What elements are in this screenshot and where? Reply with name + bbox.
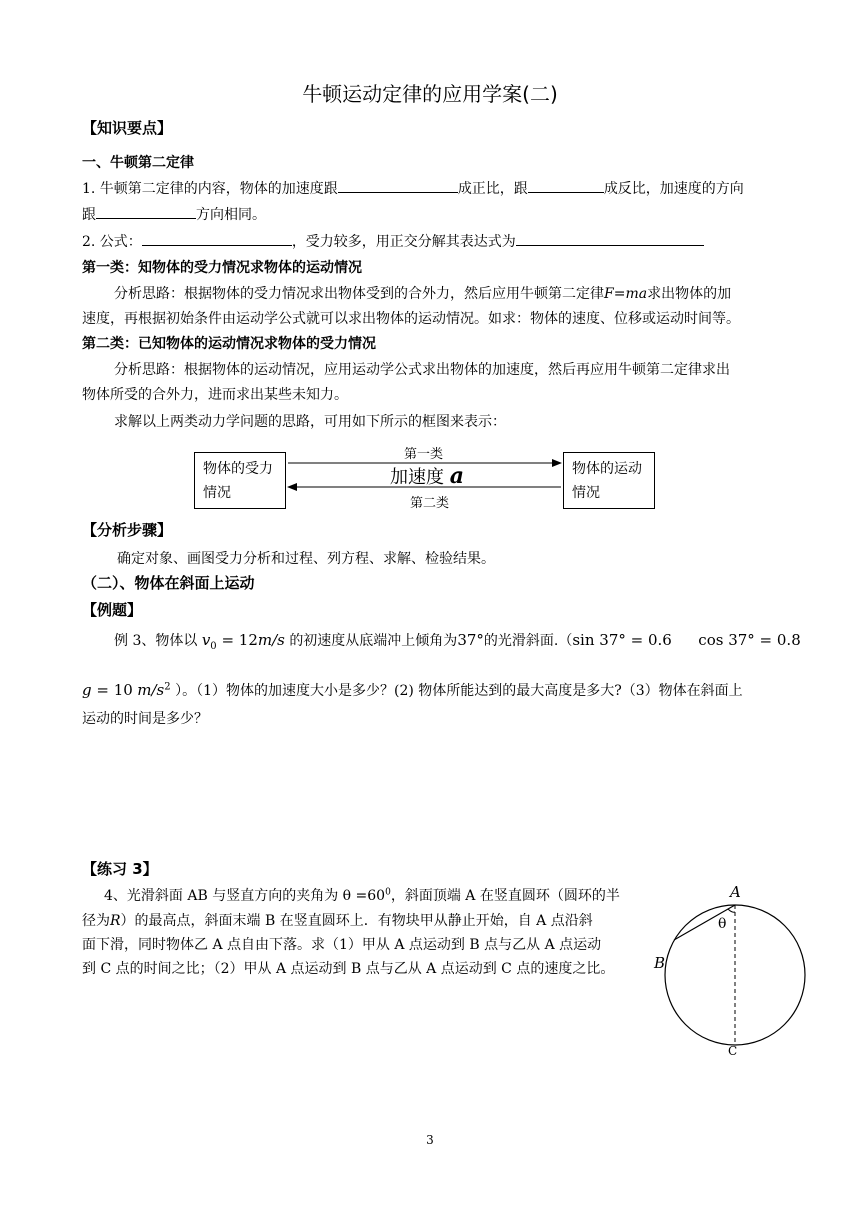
acceleration-symbol: a: [449, 463, 464, 489]
circle-incline-figure: [650, 880, 820, 1060]
type1-paragraph-line-2: 速度，再根据初始条件由运动学公式就可以求出物体的运动情况。如求：物体的速度、位移或运动时间等。: [82, 311, 740, 327]
analysis-steps-text: 确定对象、画图受力分析和过程、列方程、求解、检验结果。: [117, 551, 495, 567]
type1-paragraph-line-1: [114, 283, 731, 303]
label-a: A: [730, 883, 741, 901]
force-condition-box: 物体的受力情况: [194, 452, 286, 509]
q1-text-b: 成正比，跟: [457, 181, 528, 197]
question-2-line: [82, 231, 704, 251]
practice-4-line-2: [82, 910, 593, 930]
acceleration-text: 加速度: [390, 467, 444, 488]
pr4-text-c: 径为: [82, 913, 110, 929]
ex3-g-eq: = 10: [91, 681, 133, 699]
example-3-line-2: [82, 680, 743, 700]
pr4-text-b: ，斜面顶端 A 在竖直圆环（圆环的半: [390, 888, 620, 904]
backward-label: 第二类: [410, 496, 450, 511]
type1-text-b: 求出物体的加: [647, 286, 732, 302]
practice-4-line-3: 面下滑，同时物体乙 A 点自由下落。求（1）甲从 A 点运动到 B 点与乙从 A 点运动: [82, 937, 602, 953]
ex3-sin: sin 37° = 0.6: [572, 631, 672, 649]
incline-heading: （二）、物体在斜面上运动: [82, 574, 255, 592]
ex3-cos: cos 37° = 0.8: [698, 631, 801, 649]
q1-blank-3[interactable]: [96, 204, 196, 219]
ex3-g: g: [82, 681, 92, 699]
q1-text-a: 1. 牛顿第二定律的内容，物体的加速度跟: [82, 181, 338, 197]
motion-condition-box: 物体的运动情况: [563, 452, 655, 509]
page-title: 牛顿运动定律的应用学案(二): [302, 82, 558, 106]
q1-blank-1[interactable]: [338, 178, 458, 193]
q2-text-b: ，受力较多，用正交分解其表达式为: [291, 234, 516, 250]
page-number: 3: [426, 1133, 434, 1147]
ex3-text-b: 的初速度从底端冲上倾角为: [289, 633, 458, 649]
practice-4-line-1: [104, 885, 620, 905]
ex3-g-sup: 2: [164, 681, 171, 693]
example-3-line-1: [114, 630, 801, 652]
type1-text-a: 分析思路：根据物体的受力情况求出物体受到的合外力，然后应用牛顿第二定律: [114, 286, 604, 302]
example-heading: 【例题】: [82, 601, 143, 619]
ex3-v0: v: [201, 631, 211, 649]
ex3-v0-sub: 0: [210, 640, 217, 652]
label-c: C: [728, 1044, 738, 1058]
pr4-degree-sup: 0: [385, 887, 391, 898]
newton-second-law-heading: 一、牛顿第二定律: [82, 155, 194, 171]
forward-label: 第一类: [404, 447, 444, 462]
practice-heading: 【练习 3】: [82, 860, 158, 878]
ex3-v0-eq: = 12: [216, 631, 258, 649]
pr4-radius: R: [110, 913, 121, 929]
q1-text-c: 成反比，加速度的方向: [603, 181, 744, 197]
pr4-text-d: ）的最高点，斜面末端 B 在竖直圆环上．有物块甲从静止开始，自 A 点沿斜: [120, 913, 593, 929]
q2-text-a: 2. 公式：: [82, 234, 142, 250]
ex3-angle: 37°: [457, 631, 484, 649]
label-theta: θ: [718, 916, 727, 932]
type1-formula: F=ma: [604, 286, 648, 302]
example-3-line-3: 运动的时间是多少？: [82, 711, 208, 727]
practice-4-line-4: 到 C 点的时间之比；（2）甲从 A 点运动到 B 点与乙从 A 点运动到 C 点的速度之比。: [82, 961, 615, 977]
q1-text-e: 方向相同。: [196, 207, 266, 223]
pr4-text-a: 4、光滑斜面 AB 与竖直方向的夹角为 θ =60: [104, 888, 386, 904]
ex3-text-d: ）。（1）物体的加速度大小是多少？(2) 物体所能达到的最大高度是多大?（3）物体在斜面上: [175, 683, 743, 699]
ex3-text-c: 的光滑斜面.（: [483, 633, 573, 649]
type2-heading: 第二类：已知物体的运动情况求物体的受力情况: [82, 336, 376, 352]
analysis-steps-heading: 【分析步骤】: [82, 521, 173, 539]
question-1-line-1: [82, 178, 744, 198]
knowledge-heading: 【知识要点】: [82, 119, 173, 137]
ex3-v0-unit: m/s: [257, 631, 285, 649]
q2-blank-1[interactable]: [142, 231, 292, 246]
q1-text-d: 跟: [82, 207, 96, 223]
type2-paragraph-line-1: 分析思路：根据物体的运动情况，应用运动学公式求出物体的加速度，然后再应用牛顿第二定律求出: [114, 362, 730, 378]
ex3-text-a: 例 3、物体以: [114, 633, 198, 649]
q2-blank-2[interactable]: [516, 231, 704, 246]
summary-text: 求解以上两类动力学问题的思路，可用如下所示的框图来表示：: [114, 414, 506, 430]
question-1-line-2: [82, 204, 266, 224]
label-b: B: [654, 954, 666, 972]
angle-arc: [728, 909, 735, 912]
type2-paragraph-line-2: 物体所受的合外力，进而求出某些未知力。: [82, 387, 348, 403]
type1-heading: 第一类：知物体的受力情况求物体的运动情况: [82, 260, 362, 276]
q1-blank-2[interactable]: [528, 178, 604, 193]
ex3-g-unit: m/s: [137, 681, 165, 699]
acceleration-label: [390, 463, 464, 489]
